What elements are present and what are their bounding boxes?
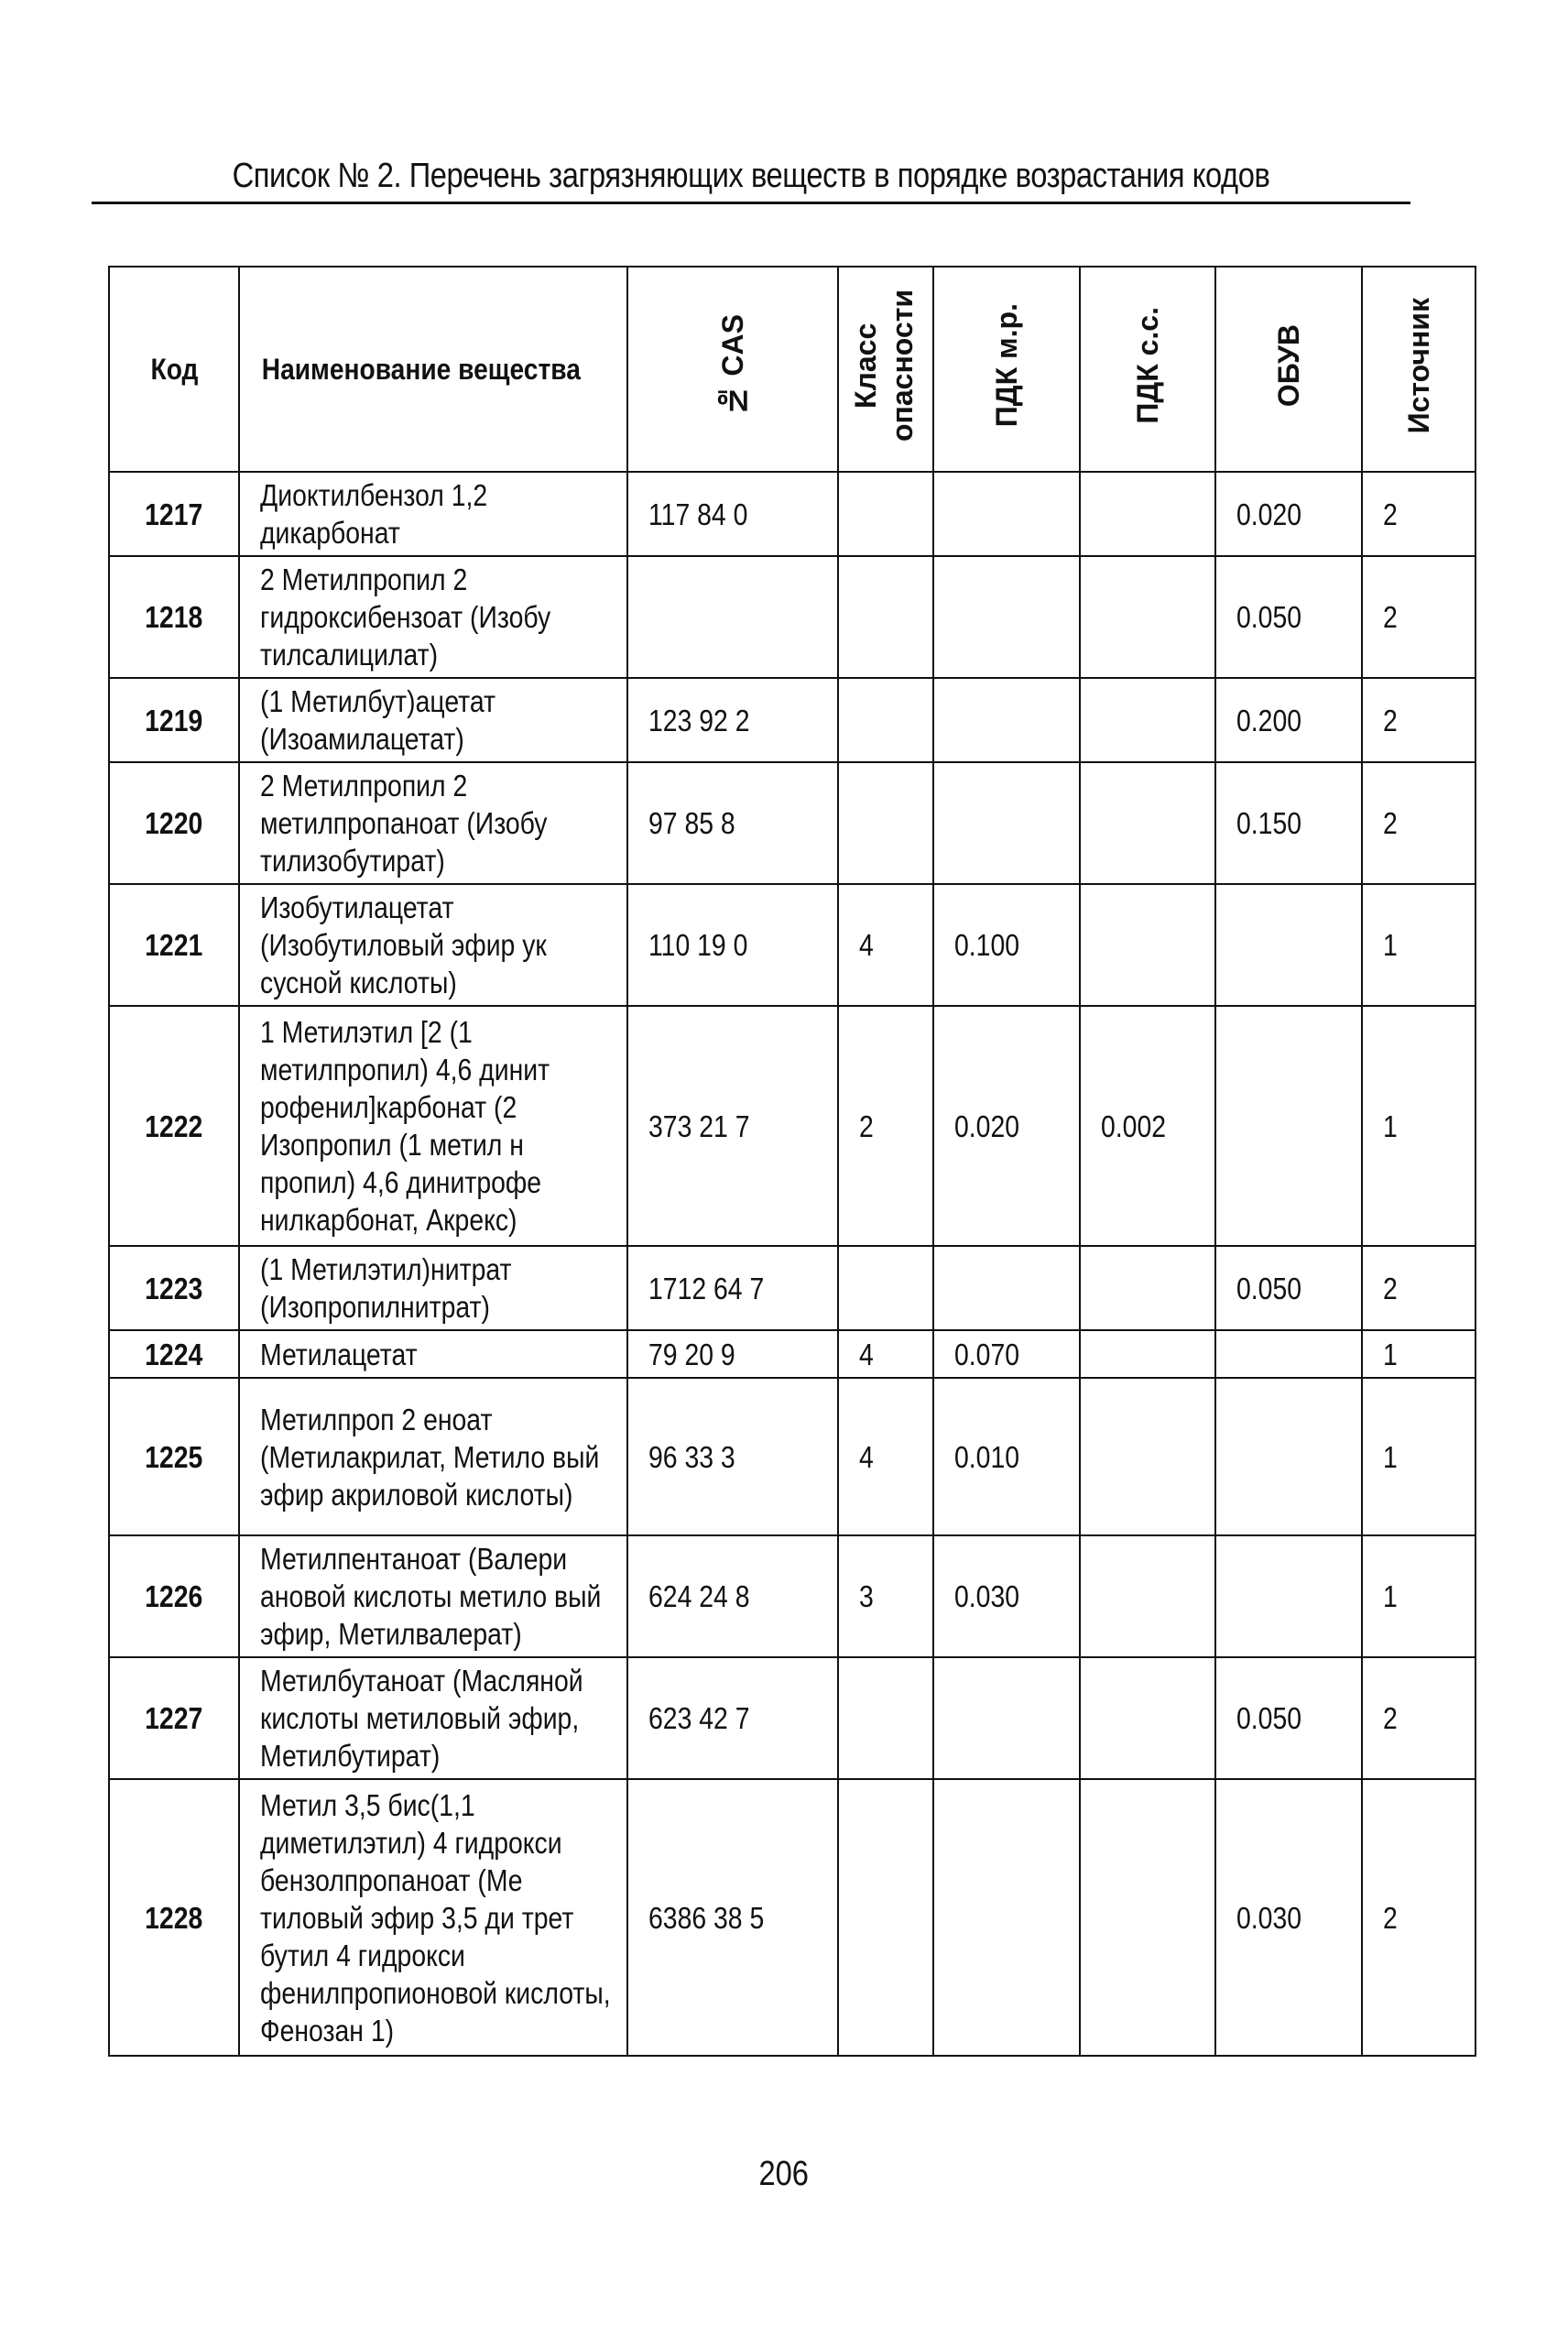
- cell-pdk-mr: [933, 678, 1080, 762]
- table-row: [109, 1779, 1475, 2056]
- table-row: [109, 1378, 1475, 1535]
- cell-code: 1219: [109, 678, 239, 762]
- column-header-name: Наименование вещества: [239, 267, 627, 472]
- cell-pdk-ss: [1080, 1246, 1215, 1330]
- cell-pdk-ss: [1080, 1330, 1215, 1378]
- cell-pdk-mr: [933, 1779, 1080, 2056]
- cell-source: 1: [1362, 1006, 1475, 1246]
- cell-obuv: [1215, 1535, 1362, 1657]
- cell-cas: 1712 64 7: [627, 1246, 838, 1330]
- cell-obuv: 0.050: [1215, 1246, 1362, 1330]
- cell-pdk-ss: [1080, 884, 1215, 1006]
- cell-name: Метил 3,5 бис(1,1 диметилэтил) 4 гидрокси бензолпропаноат (Ме тиловый эфир 3,5 ди трет бутил 4 гидрокси фенилпропионовой кислоты, Фенозан 1): [239, 1779, 627, 2056]
- cell-pdk-mr: [933, 1657, 1080, 1779]
- cell-hazard-class: [838, 762, 933, 884]
- cell-obuv: [1215, 1378, 1362, 1535]
- cell-name: Метилпроп 2 еноат (Метилакрилат, Метило вый эфир акриловой кислоты): [239, 1378, 627, 1535]
- cell-source: 2: [1362, 556, 1475, 678]
- cell-cas: 79 20 9: [627, 1330, 838, 1378]
- cell-pdk-mr: [933, 472, 1080, 556]
- table-row: [109, 472, 1475, 556]
- column-header-cas: № CAS: [627, 267, 838, 472]
- cell-name: (1 Метилэтил)нитрат (Изопропилнитрат): [239, 1246, 627, 1330]
- cell-source: 2: [1362, 762, 1475, 884]
- cell-code: 1217: [109, 472, 239, 556]
- cell-code: 1223: [109, 1246, 239, 1330]
- cell-hazard-class: [838, 678, 933, 762]
- column-header-hazard-class: Класс опасности: [838, 267, 933, 472]
- cell-code: 1221: [109, 884, 239, 1006]
- cell-cas: 117 84 0: [627, 472, 838, 556]
- cell-cas: 623 42 7: [627, 1657, 838, 1779]
- cell-hazard-class: [838, 1246, 933, 1330]
- table-row: [109, 1246, 1475, 1330]
- column-header-source: Источник: [1362, 267, 1475, 472]
- table-row: [109, 1657, 1475, 1779]
- cell-source: 2: [1362, 472, 1475, 556]
- cell-code: 1224: [109, 1330, 239, 1378]
- column-header-pdk-mr: ПДК м.р.: [933, 267, 1080, 472]
- cell-source: 1: [1362, 1378, 1475, 1535]
- cell-pdk-mr: 0.010: [933, 1378, 1080, 1535]
- cell-pdk-mr: [933, 556, 1080, 678]
- cell-name: Метилпентаноат (Валери ановой кислоты метило вый эфир, Метилвалерат): [239, 1535, 627, 1657]
- column-header-pdk-ss: ПДК с.с.: [1080, 267, 1215, 472]
- cell-source: 2: [1362, 1246, 1475, 1330]
- substances-table: [108, 266, 1476, 2057]
- cell-pdk-mr: 0.100: [933, 884, 1080, 1006]
- cell-obuv: 0.050: [1215, 1657, 1362, 1779]
- cell-source: 1: [1362, 1535, 1475, 1657]
- cell-pdk-ss: 0.002: [1080, 1006, 1215, 1246]
- cell-pdk-ss: [1080, 678, 1215, 762]
- cell-cas: 96 33 3: [627, 1378, 838, 1535]
- cell-cas: 373 21 7: [627, 1006, 838, 1246]
- cell-obuv: [1215, 884, 1362, 1006]
- page-title: Список № 2. Перечень загрязняющих веществ в порядке возрастания кодов: [232, 157, 1270, 195]
- cell-code: 1227: [109, 1657, 239, 1779]
- cell-pdk-mr: 0.020: [933, 1006, 1080, 1246]
- cell-obuv: 0.200: [1215, 678, 1362, 762]
- cell-cas: 97 85 8: [627, 762, 838, 884]
- cell-pdk-ss: [1080, 472, 1215, 556]
- cell-pdk-mr: 0.070: [933, 1330, 1080, 1378]
- cell-pdk-mr: [933, 1246, 1080, 1330]
- cell-cas: 123 92 2: [627, 678, 838, 762]
- cell-source: 2: [1362, 1657, 1475, 1779]
- cell-pdk-ss: [1080, 1378, 1215, 1535]
- table-row: [109, 678, 1475, 762]
- cell-code: 1220: [109, 762, 239, 884]
- cell-pdk-mr: [933, 762, 1080, 884]
- cell-name: 1 Метилэтил [2 (1 метилпропил) 4,6 динит рофенил]карбонат (2 Изопропил (1 метил н пропил) 4,6 динитрофе нилкарбонат, Акрекс): [239, 1006, 627, 1246]
- table-row: [109, 1330, 1475, 1378]
- cell-code: 1222: [109, 1006, 239, 1246]
- page-number: 206: [758, 2155, 810, 2193]
- cell-pdk-ss: [1080, 556, 1215, 678]
- page-header: [92, 156, 1410, 196]
- cell-pdk-ss: [1080, 1657, 1215, 1779]
- table-row: [109, 556, 1475, 678]
- cell-pdk-ss: [1080, 1779, 1215, 2056]
- cell-cas: [627, 556, 838, 678]
- cell-obuv: 0.150: [1215, 762, 1362, 884]
- cell-hazard-class: [838, 1779, 933, 2056]
- cell-source: 1: [1362, 1330, 1475, 1378]
- cell-cas: 624 24 8: [627, 1535, 838, 1657]
- cell-cas: 6386 38 5: [627, 1779, 838, 2056]
- column-header-code: Код: [109, 267, 239, 472]
- cell-pdk-ss: [1080, 762, 1215, 884]
- cell-hazard-class: [838, 1657, 933, 1779]
- cell-name: Метилацетат: [239, 1330, 627, 1378]
- table-row: [109, 884, 1475, 1006]
- cell-hazard-class: [838, 556, 933, 678]
- cell-obuv: 0.050: [1215, 556, 1362, 678]
- cell-code: 1218: [109, 556, 239, 678]
- cell-obuv: [1215, 1330, 1362, 1378]
- table-row: [109, 1535, 1475, 1657]
- cell-obuv: 0.030: [1215, 1779, 1362, 2056]
- cell-hazard-class: [838, 472, 933, 556]
- cell-name: 2 Метилпропил 2 метилпропаноат (Изобу тилизобутират): [239, 762, 627, 884]
- cell-source: 1: [1362, 884, 1475, 1006]
- cell-hazard-class: 2: [838, 1006, 933, 1246]
- cell-name: Диоктилбензол 1,2 дикарбонат: [239, 472, 627, 556]
- cell-hazard-class: 4: [838, 1330, 933, 1378]
- cell-hazard-class: 4: [838, 884, 933, 1006]
- cell-pdk-ss: [1080, 1535, 1215, 1657]
- column-header-obuv: ОБУВ: [1215, 267, 1362, 472]
- cell-source: 2: [1362, 1779, 1475, 2056]
- header-rule: [92, 202, 1410, 204]
- cell-name: Изобутилацетат (Изобутиловый эфир ук сусной кислоты): [239, 884, 627, 1006]
- cell-code: 1225: [109, 1378, 239, 1535]
- cell-obuv: [1215, 1006, 1362, 1246]
- cell-cas: 110 19 0: [627, 884, 838, 1006]
- cell-hazard-class: 4: [838, 1378, 933, 1535]
- cell-name: Метилбутаноат (Масляной кислоты метиловый эфир, Метилбутират): [239, 1657, 627, 1779]
- table-row: [109, 1006, 1475, 1246]
- cell-code: 1228: [109, 1779, 239, 2056]
- cell-obuv: 0.020: [1215, 472, 1362, 556]
- table-row: [109, 762, 1475, 884]
- cell-pdk-mr: 0.030: [933, 1535, 1080, 1657]
- cell-name: (1 Метилбут)ацетат (Изоамилацетат): [239, 678, 627, 762]
- cell-hazard-class: 3: [838, 1535, 933, 1657]
- cell-code: 1226: [109, 1535, 239, 1657]
- cell-source: 2: [1362, 678, 1475, 762]
- cell-name: 2 Метилпропил 2 гидроксибензоат (Изобу тилсалицилат): [239, 556, 627, 678]
- table-header-row: [109, 267, 1475, 472]
